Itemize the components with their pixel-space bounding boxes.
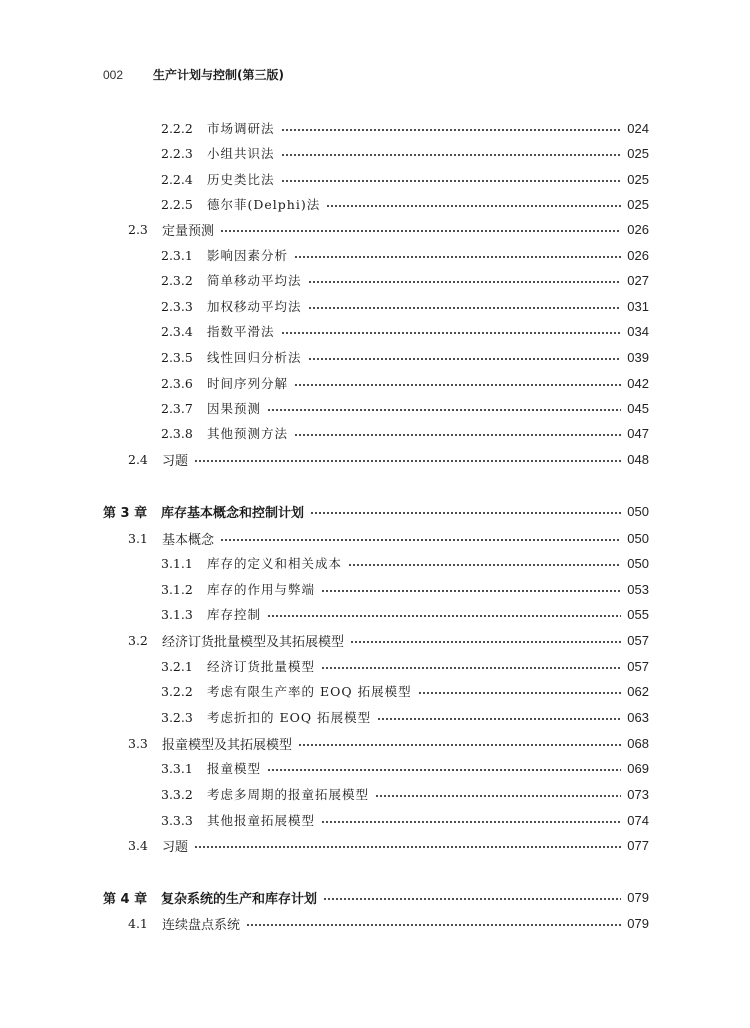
toc-entry-page: 050 (627, 530, 649, 546)
toc-entry-page: 039 (627, 349, 649, 365)
toc-entry-title: 其他预测方法 (207, 426, 289, 441)
dot-leader (321, 667, 621, 669)
dot-leader (348, 564, 621, 566)
toc-entry (161, 270, 649, 290)
toc-entry-page: 025 (627, 145, 649, 161)
toc-entry-title: 考虑折扣的 EOQ 拓展模型 (207, 710, 372, 725)
toc-entry-page: 050 (627, 555, 649, 571)
toc-entry-title: 经济订货批量模型及其拓展模型 (162, 634, 345, 650)
toc-entry-number: 3.3.1 (161, 760, 193, 776)
toc-entry-number: 2.3.6 (161, 375, 193, 391)
toc-entry (128, 835, 649, 855)
toc-entry-page: 045 (627, 400, 649, 416)
toc-entry-title: 小组共识法 (207, 146, 275, 161)
toc-entry-number: 2.2.5 (161, 196, 193, 212)
toc-entry (161, 656, 649, 676)
toc-entry-title: 库存的作用与弊端 (207, 582, 316, 597)
toc-entry-page: 057 (627, 658, 649, 674)
toc-entry-page: 024 (627, 120, 649, 136)
toc-entry-number: 3.3.3 (161, 812, 193, 828)
toc-entry-page: 074 (627, 812, 649, 828)
toc-entry-page: 031 (627, 298, 649, 314)
toc-entry (161, 810, 649, 830)
toc-entry (128, 733, 649, 753)
toc-entry-number: 2.3.1 (161, 247, 193, 263)
toc-entry-number: 3.1 (128, 530, 148, 546)
toc-entry (161, 423, 649, 443)
toc-entry-page: 042 (627, 375, 649, 391)
toc-entry (161, 118, 649, 138)
toc-entry (161, 194, 649, 214)
toc-entry (128, 219, 649, 239)
dot-leader (326, 205, 621, 207)
toc-entry-number: 3.4 (128, 837, 148, 853)
toc-entry-number: 第 3 章 (103, 505, 148, 521)
dot-leader (308, 281, 622, 283)
toc-entry-page: 025 (627, 196, 649, 212)
toc-entry (161, 398, 649, 418)
toc-entry-title: 线性回归分析法 (207, 350, 302, 365)
toc-entry-page: 026 (627, 221, 649, 237)
toc-entry-title: 市场调研法 (207, 121, 275, 136)
toc-entry-title: 习题 (162, 453, 189, 469)
dot-leader (308, 307, 622, 309)
toc-entry-title: 库存的定义和相关成本 (207, 556, 343, 571)
toc-entry-page: 034 (627, 323, 649, 339)
header-page-number: 002 (103, 68, 124, 82)
toc-entry-number: 3.2.1 (161, 658, 193, 674)
toc-entry-title: 习题 (162, 839, 189, 855)
toc-entry-number: 2.3.3 (161, 298, 193, 314)
dot-leader (267, 769, 621, 771)
toc-entry (161, 296, 649, 316)
toc-entry (128, 630, 649, 650)
toc-entry-title: 简单移动平均法 (207, 273, 302, 288)
dot-leader (298, 744, 621, 746)
dot-leader (321, 821, 621, 823)
toc-entry-page: 057 (627, 632, 649, 648)
toc-entry-number: 3.2.3 (161, 709, 193, 725)
toc-entry-title: 基本概念 (162, 532, 215, 548)
toc-entry-page: 079 (627, 889, 649, 905)
toc-entry-title: 报童模型 (207, 761, 262, 776)
dot-leader (310, 512, 621, 514)
toc-entry-page: 050 (627, 503, 649, 519)
toc-entry-number: 2.3.7 (161, 400, 193, 416)
header-book-title: 生产计划与控制(第三版) (153, 68, 285, 82)
toc-entry-page: 073 (627, 786, 649, 802)
toc-entry-title: 历史类比法 (207, 172, 275, 187)
toc-entry-number: 2.3.4 (161, 323, 193, 339)
dot-leader (220, 539, 621, 541)
dot-leader (267, 409, 621, 411)
toc-entry-title: 库存基本概念和控制计划 (161, 505, 305, 521)
toc-entry (161, 784, 649, 804)
dot-leader (294, 256, 621, 258)
toc-entry-number: 2.2.3 (161, 145, 193, 161)
toc-entry (161, 245, 649, 265)
toc-entry-page: 068 (627, 735, 649, 751)
toc-entry-page: 055 (627, 606, 649, 622)
toc-entry-number: 2.3.2 (161, 272, 193, 288)
toc-entry (161, 373, 649, 393)
toc-entry (161, 681, 649, 701)
toc-entry-number: 3.3 (128, 735, 148, 751)
dot-leader (281, 154, 622, 156)
toc-entry-number: 3.2 (128, 632, 148, 648)
toc-entry-title: 德尔菲(Delphi)法 (207, 197, 321, 212)
toc-entry-title: 库存控制 (207, 607, 262, 622)
toc-entry (161, 347, 649, 367)
dot-leader (418, 692, 622, 694)
toc-entry-title: 因果预测 (207, 401, 262, 416)
toc-entry (161, 553, 649, 573)
toc-entry-title: 复杂系统的生产和库存计划 (161, 891, 318, 907)
toc-entry-page: 077 (627, 837, 649, 853)
dot-leader (350, 641, 621, 643)
toc-entry-title: 其他报童拓展模型 (207, 813, 316, 828)
toc-entry-number: 2.2.4 (161, 171, 193, 187)
dot-leader (294, 384, 621, 386)
toc-entry (161, 579, 649, 599)
toc-entry (161, 604, 649, 624)
toc-entry-number: 3.1.1 (161, 555, 193, 571)
toc-entry-number: 第 4 章 (103, 891, 148, 907)
toc-entry (161, 707, 649, 727)
toc-entry-number: 2.3.5 (161, 349, 193, 365)
toc-entry-page: 026 (627, 247, 649, 263)
toc-entry-page: 048 (627, 451, 649, 467)
toc-entry-number: 4.1 (128, 915, 148, 931)
dot-leader (323, 898, 621, 900)
toc-entry (161, 143, 649, 163)
dot-leader (220, 230, 621, 232)
toc-entry (128, 528, 649, 548)
toc-entry-title: 指数平滑法 (207, 324, 275, 339)
dot-leader (321, 590, 621, 592)
dot-leader (194, 846, 621, 848)
toc-entry (128, 913, 649, 933)
toc-entry-page: 047 (627, 425, 649, 441)
dot-leader (281, 129, 622, 131)
toc-entry-page: 053 (627, 581, 649, 597)
toc-entry-page: 062 (627, 683, 649, 699)
toc-entry (128, 449, 649, 469)
toc-entry-title: 定量预测 (162, 223, 215, 239)
toc-entry-title: 报童模型及其拓展模型 (162, 737, 293, 753)
toc-entry-page: 063 (627, 709, 649, 725)
toc-entry-number: 3.1.2 (161, 581, 193, 597)
dot-leader (246, 924, 621, 926)
toc-entry-title: 考虑有限生产率的 EOQ 拓展模型 (207, 684, 412, 699)
toc-entry-title: 考虑多周期的报童拓展模型 (207, 787, 370, 802)
toc-entry-number: 3.1.3 (161, 606, 193, 622)
toc-entry-number: 2.3 (128, 221, 148, 237)
toc-entry-title: 经济订货批量模型 (207, 659, 316, 674)
toc-entry-number: 2.2.2 (161, 120, 193, 136)
dot-leader (294, 434, 621, 436)
toc-entry (161, 321, 649, 341)
toc-entry (161, 758, 649, 778)
dot-leader (267, 615, 621, 617)
dot-leader (281, 180, 622, 182)
dot-leader (194, 460, 621, 462)
dot-leader (308, 358, 622, 360)
toc-entry-title: 时间序列分解 (207, 376, 289, 391)
toc-entry-title: 影响因素分析 (207, 248, 289, 263)
toc-entry-number: 3.2.2 (161, 683, 193, 699)
toc-entry-number: 2.3.8 (161, 425, 193, 441)
toc-entry (103, 887, 649, 907)
toc-entry-number: 3.3.2 (161, 786, 193, 802)
toc-entry-number: 2.4 (128, 451, 148, 467)
toc-entry-title: 连续盘点系统 (162, 917, 241, 933)
toc-entry (103, 501, 649, 521)
toc-entry-page: 079 (627, 915, 649, 931)
dot-leader (281, 332, 622, 334)
toc-entry-page: 025 (627, 171, 649, 187)
toc-entry-title: 加权移动平均法 (207, 299, 302, 314)
toc-entry-page: 027 (627, 272, 649, 288)
toc-entry (161, 169, 649, 189)
dot-leader (377, 718, 621, 720)
dot-leader (375, 795, 621, 797)
toc-entry-page: 069 (627, 760, 649, 776)
